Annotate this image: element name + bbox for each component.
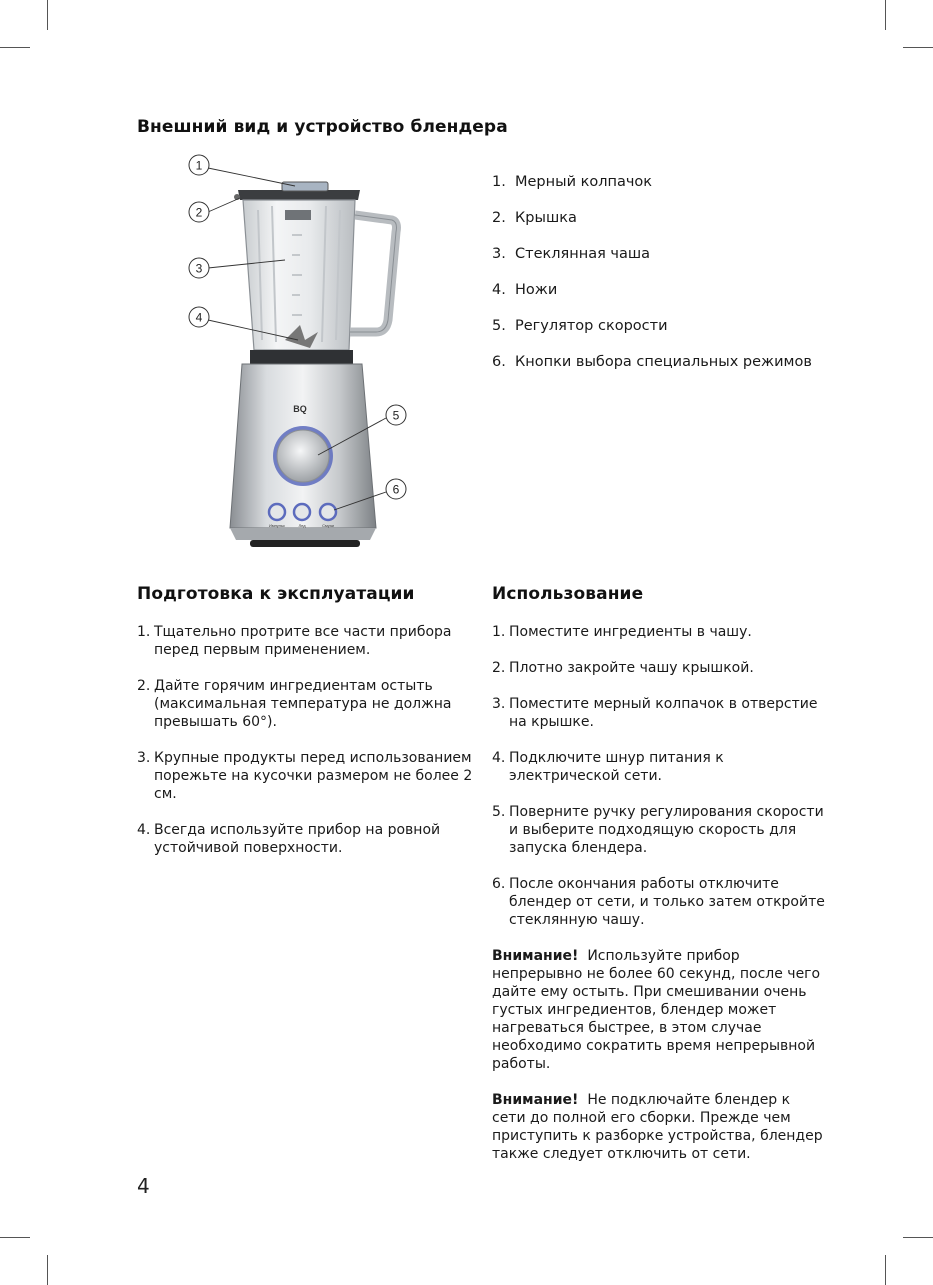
callout-2: 2 xyxy=(195,205,203,220)
callout-3: 3 xyxy=(195,261,203,276)
list-item: 5. Поверните ручку регулирования скорости и выберите подходящую скорость для запуска блендера. xyxy=(492,804,824,856)
button-label-pulse: Импульс xyxy=(268,523,286,528)
warning-label: Внимание! xyxy=(492,1092,579,1108)
callout-5: 5 xyxy=(392,408,400,423)
list-item: 1. Мерный колпачок xyxy=(492,174,653,190)
callout-6: 6 xyxy=(392,482,400,497)
button-label-ice: Лед xyxy=(298,523,306,528)
list-item: 1. Поместите ингредиенты в чашу. xyxy=(492,624,752,640)
warning-label: Внимание! xyxy=(492,948,579,964)
list-item: 1. Тщательно протрите все части прибора перед первым применением. xyxy=(137,624,452,658)
list-item: 5. Регулятор скорости xyxy=(492,318,668,334)
list-item: 3. Стеклянная чаша xyxy=(492,246,651,262)
list-item: 6. Кнопки выбора специальных режимов xyxy=(492,354,812,370)
list-item: 4. Подключите шнур питания к электрической сети. xyxy=(492,750,724,784)
crop-mark xyxy=(885,1255,886,1285)
use-steps-list xyxy=(492,623,828,947)
page-number: 4 xyxy=(137,1174,150,1198)
callout-4: 4 xyxy=(195,310,203,325)
crop-mark xyxy=(903,1237,933,1238)
parts-list xyxy=(492,170,812,386)
list-item: 4. Всегда используйте прибор на ровной устойчивой поверхности. xyxy=(137,822,441,856)
list-item: 2. Дайте горячим ингредиентам остыть (максимальная температура не должна превышать 60°). xyxy=(137,678,452,730)
list-item: 6. После окончания работы отключите блендер от сети, и только затем откройте стеклянную чашу. xyxy=(492,876,825,928)
button-label-smoothie: Смузи xyxy=(322,523,334,528)
list-item: 2. Плотно закройте чашу крышкой. xyxy=(492,660,754,676)
use-section-title: Использование xyxy=(492,584,644,604)
list-item: 3. Крупные продукты перед использованием порежьте на кусочки размером не более 2 см. xyxy=(137,750,473,802)
brand-logo: BQ xyxy=(293,404,307,414)
list-item: 2. Крышка xyxy=(492,210,577,226)
crop-mark xyxy=(0,1237,30,1238)
list-item: 4. Ножи xyxy=(492,282,558,298)
prep-steps-list xyxy=(137,623,473,875)
list-item: 3. Поместите мерный колпачок в отверстие на крышке. xyxy=(492,696,818,730)
warning-paragraph: Внимание! Используйте прибор непрерывно не более 60 секунд, после чего дайте ему остыть. При смешивании очень густых ингредиентов, блендер может нагреваться быстрее, в этом случае необходимо сократить время непрерывной работы. xyxy=(492,948,821,1072)
device-section-title: Внешний вид и устройство блендера xyxy=(137,117,508,137)
warning-paragraph: Внимание! Не подключайте блендер к сети до полной его сборки. Прежде чем приступить к разборке устройства, блендер также следует отключить от сети. xyxy=(492,1092,823,1162)
prep-section-title: Подготовка к эксплуатации xyxy=(137,584,415,604)
crop-mark xyxy=(47,1255,48,1285)
callout-1: 1 xyxy=(195,158,203,173)
